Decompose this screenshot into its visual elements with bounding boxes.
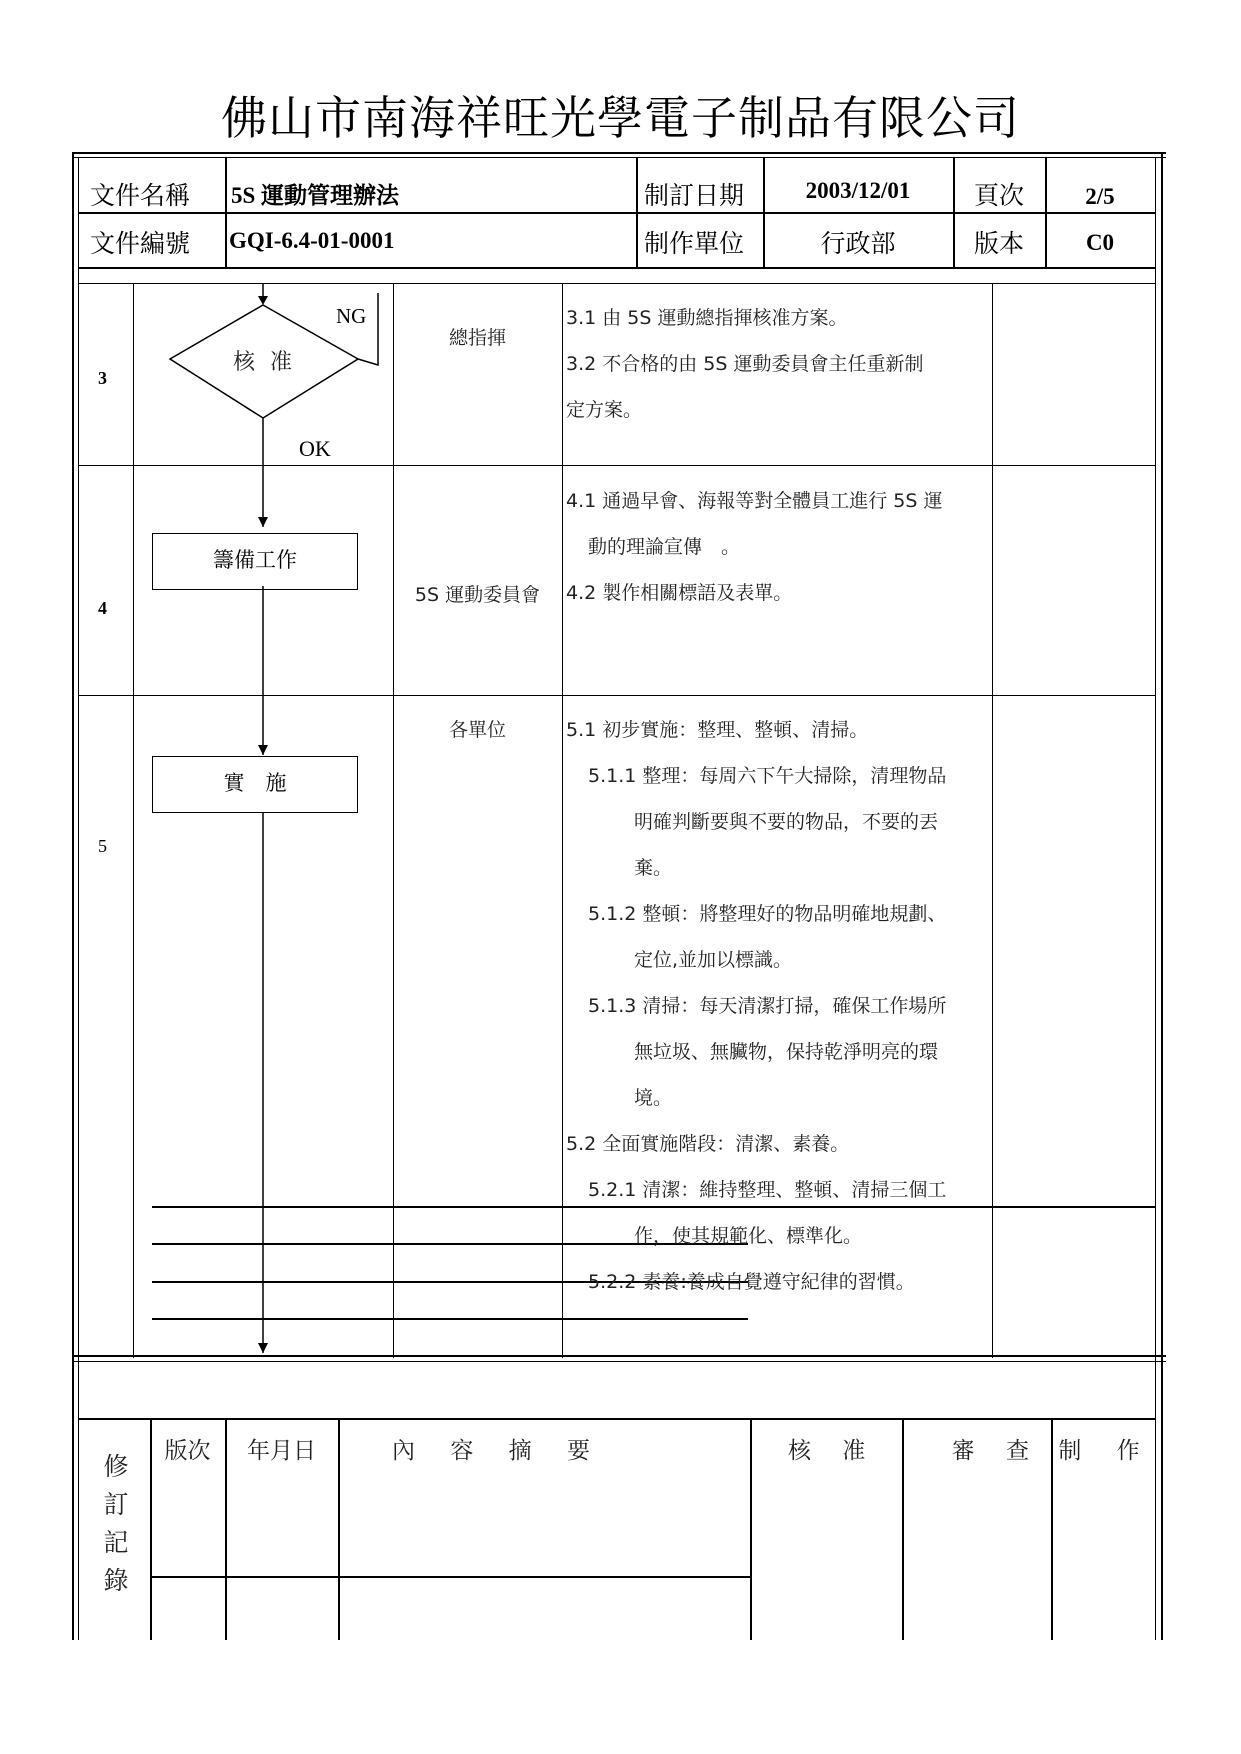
version-label: 版本: [973, 229, 1024, 258]
desc-line: 5.1.1 整理：每周六下午大掃除，清理物品: [588, 765, 947, 787]
desc-line: 5.2.1 清潔：維持整理、整頓、清掃三個工: [588, 1179, 947, 1201]
implement-box: [152, 756, 358, 813]
desc-line: 5.1.3 清掃：每天清潔打掃，確保工作場所: [588, 995, 947, 1017]
desc-line: 境。: [634, 1087, 673, 1109]
diamond-label: 核 准: [233, 350, 296, 375]
desc-line: 定方案。: [566, 399, 643, 421]
owner-row-4: 5S 運動委員會: [414, 584, 541, 606]
ng-label: NG: [336, 304, 367, 328]
doc-no-label: 文件編號: [90, 229, 191, 258]
unit-value: 行政部: [820, 229, 896, 258]
doc-name: 5S 運動管理辦法: [231, 183, 400, 208]
revision-label-char: 訂: [103, 1490, 129, 1519]
col-version: 版次: [164, 1438, 211, 1464]
step-number-4: 4: [98, 598, 107, 618]
col-review: 審 查: [951, 1438, 1041, 1464]
col-approve: 核 准: [788, 1438, 878, 1464]
desc-line: 明確判斷要與不要的物品，不要的丟: [634, 811, 939, 833]
doc-name-label: 文件名稱: [90, 181, 191, 210]
desc-line: 5.2 全面實施階段：清潔、素養。: [566, 1133, 850, 1155]
page-label: 頁次: [973, 181, 1024, 210]
owner-row-5: 各單位: [448, 719, 506, 741]
implement-label: 實 施: [223, 771, 287, 795]
date-value: 2003/12/01: [805, 178, 911, 203]
step-number-5: 5: [98, 836, 107, 856]
desc-line: 棄。: [634, 857, 673, 879]
revision-label-char: 修: [103, 1452, 129, 1481]
description-column: [563, 284, 992, 1355]
desc-line: 定位,並加以標識。: [634, 949, 793, 971]
col-make: 制 作: [1058, 1438, 1154, 1464]
page-value: 2/5: [1085, 184, 1115, 209]
company-title: 佛山市南海祥旺光學電子制品有限公司: [221, 91, 1020, 145]
col-summary: 內 容 摘 要: [392, 1438, 604, 1464]
revision-record-label: [98, 1448, 134, 1600]
doc-no: GQI-6.4-01-0001: [229, 228, 395, 253]
step-number-3: 3: [98, 368, 107, 388]
desc-line: 4.1 通過早會、海報等對全體員工進行 5S 運: [566, 490, 943, 512]
desc-line: 4.2 製作相關標語及表單。: [566, 582, 793, 604]
desc-line: 5.1 初步實施：整理、整頓、清掃。: [566, 719, 869, 741]
desc-line: 動的理論宣傳 。: [588, 536, 741, 558]
revision-label-char: 記: [103, 1528, 129, 1557]
desc-line: 5.2.2 素養:養成自覺遵守紀律的習慣。: [588, 1271, 915, 1293]
desc-line: 3.2 不合格的由 5S 運動委員會主任重新制: [566, 353, 924, 375]
owner-row-3: 總指揮: [448, 327, 506, 349]
ok-label: OK: [299, 436, 331, 461]
revision-label-char: 錄: [103, 1566, 129, 1595]
desc-line: 作，使其規範化、標準化。: [634, 1225, 863, 1247]
desc-line: 3.1 由 5S 運動總指揮核准方案。: [566, 307, 848, 329]
prep-work-box: [152, 533, 358, 590]
desc-line: 5.1.2 整頓：將整理好的物品明確地規劃、: [588, 903, 947, 925]
flowchart: [133, 283, 393, 1358]
unit-label: 制作單位: [644, 229, 745, 258]
version-value: C0: [1085, 230, 1115, 255]
desc-line: 無垃圾、無臟物，保持乾淨明亮的環: [634, 1041, 939, 1063]
col-date: 年月日: [247, 1438, 316, 1464]
date-label: 制訂日期: [644, 181, 745, 210]
prep-work-label: 籌備工作: [213, 548, 297, 572]
